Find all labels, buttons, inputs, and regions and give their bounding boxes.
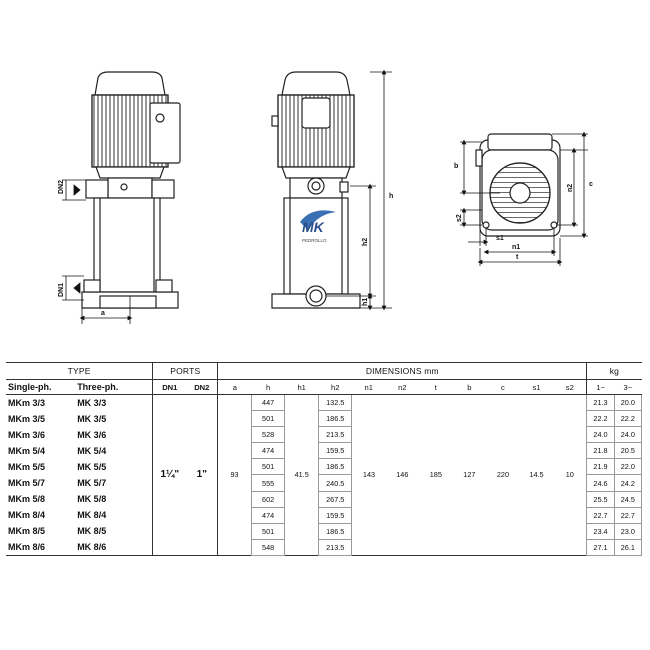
kg-three-value: 22.0 <box>614 459 641 475</box>
col-n2: n2 <box>386 380 420 395</box>
b-value: 127 <box>463 470 476 480</box>
three-ph-model: MK 8/5 <box>77 526 107 537</box>
single-ph-model: MKm 5/5 <box>8 461 46 472</box>
svg-text:PEDROLLO: PEDROLLO <box>302 238 327 243</box>
kg-three-value: 24.0 <box>614 427 641 443</box>
kg-single-value: 21.8 <box>587 443 614 459</box>
b-label: b <box>454 163 459 170</box>
three-ph-model: MK 3/3 <box>77 397 107 408</box>
front-lantern <box>108 178 152 198</box>
table-row <box>6 395 642 411</box>
front-fan-cowl <box>95 72 165 95</box>
h-value: 501 <box>251 411 285 427</box>
h2-value: 159.5 <box>318 507 352 523</box>
col-h1: h1 <box>285 380 319 395</box>
h-value: 602 <box>251 491 285 507</box>
col-s1: s1 <box>520 380 554 395</box>
single-ph-model: MKm 3/3 <box>8 397 46 408</box>
c-label: c <box>589 181 593 188</box>
h-value: 555 <box>251 475 285 491</box>
single-ph-model: MKm 8/4 <box>8 510 46 521</box>
kg-three-value: 26.1 <box>614 539 641 555</box>
three-ph-model: MK 3/6 <box>77 429 107 440</box>
h2-value: 186.5 <box>318 459 352 475</box>
kg-three-value: 20.0 <box>614 395 641 411</box>
n1-value: 143 <box>362 470 376 480</box>
single-ph-model: MKm 3/6 <box>8 429 46 440</box>
s1-label: s1 <box>496 235 504 242</box>
a-value: 93 <box>218 395 252 556</box>
h-label: h <box>389 193 394 200</box>
h-value: 474 <box>251 443 285 459</box>
c-value: 220 <box>496 470 510 480</box>
h2-value: 186.5 <box>318 523 352 539</box>
kg-three-value: 24.5 <box>614 491 641 507</box>
dn2-label: DN2 <box>58 179 65 194</box>
single-ph-model: MKm 5/8 <box>8 494 46 505</box>
n1-label: n1 <box>512 244 521 251</box>
top-view <box>476 134 560 236</box>
kg-three-value: 23.0 <box>614 523 641 539</box>
kg-three-value: 24.2 <box>614 475 641 491</box>
kg-three-value: 20.5 <box>614 443 641 459</box>
col-b: b <box>453 380 487 395</box>
col-h2: h2 <box>318 380 352 395</box>
t-value: 185 <box>429 470 442 480</box>
kg-three-value: 22.7 <box>614 507 641 523</box>
h2-label: h2 <box>362 237 369 246</box>
single-ph-model: MKm 8/5 <box>8 526 46 537</box>
kg-single-value: 21.9 <box>587 459 614 475</box>
col-t: t <box>419 380 453 395</box>
t-label: t <box>516 254 519 261</box>
s2-label: s2 <box>456 214 463 222</box>
dn1-label: DN1 <box>58 282 65 297</box>
kg-single-value: 27.1 <box>587 539 614 555</box>
h2-value: 213.5 <box>318 427 352 443</box>
three-ph-model: MK 8/4 <box>77 510 107 521</box>
col-kg3: 3~ <box>614 380 641 395</box>
three-ph-model: MK 5/4 <box>77 445 107 456</box>
single-ph-model: MKm 5/4 <box>8 445 46 456</box>
h1-value: 41.5 <box>294 470 309 480</box>
h-value: 501 <box>251 459 285 475</box>
kg-single-value: 22.2 <box>587 411 614 427</box>
three-ph-model: MK 5/8 <box>77 494 107 505</box>
side-view <box>272 72 360 308</box>
dn1-value: 1¼" <box>153 395 187 556</box>
side-terminal-box <box>302 98 330 128</box>
group-dimensions: DIMENSIONS mm <box>218 363 587 380</box>
col-c: c <box>486 380 520 395</box>
col-three-ph: Three-ph. <box>75 380 153 395</box>
three-ph-model: MK 3/5 <box>77 413 107 424</box>
group-ports: PORTS <box>153 363 218 380</box>
h2-value: 159.5 <box>318 443 352 459</box>
col-h: h <box>251 380 285 395</box>
kg-three-value: 22.2 <box>614 411 641 427</box>
h2-value: 267.5 <box>318 491 352 507</box>
h-value: 474 <box>251 507 285 523</box>
s2-value: 10 <box>565 470 574 480</box>
h-value: 548 <box>251 539 285 555</box>
three-ph-model: MK 8/6 <box>77 542 107 553</box>
single-ph-model: MKm 5/7 <box>8 478 46 489</box>
group-kg: kg <box>587 363 642 380</box>
single-ph-model: MKm 3/5 <box>8 413 46 424</box>
h2-value: 186.5 <box>318 411 352 427</box>
svg-text:MK: MK <box>302 219 324 235</box>
col-n1: n1 <box>352 380 386 395</box>
three-ph-model: MK 5/5 <box>77 461 107 472</box>
h2-value: 213.5 <box>318 539 352 555</box>
col-dn2: DN2 <box>186 380 217 395</box>
kg-single-value: 24.6 <box>587 475 614 491</box>
n2-label: n2 <box>567 183 574 192</box>
front-terminal-box <box>150 103 180 163</box>
col-single-ph: Single-ph. <box>6 380 75 395</box>
h-value: 501 <box>251 523 285 539</box>
h-value: 447 <box>251 395 285 411</box>
side-fan-cowl <box>282 72 350 95</box>
h2-value: 132.5 <box>318 395 352 411</box>
a-label: a <box>101 310 105 317</box>
kg-single-value: 24.0 <box>587 427 614 443</box>
three-ph-model: MK 5/7 <box>77 478 107 489</box>
h2-value: 240.5 <box>318 475 352 491</box>
h1-label: h1 <box>362 297 369 306</box>
single-ph-model: MKm 8/6 <box>8 542 46 553</box>
col-a: a <box>218 380 252 395</box>
front-pump-sleeve <box>94 198 160 292</box>
kg-single-value: 23.4 <box>587 523 614 539</box>
col-kg1: 1~ <box>587 380 614 395</box>
kg-single-value: 21.3 <box>587 395 614 411</box>
col-s2: s2 <box>553 380 587 395</box>
h-value: 528 <box>251 427 285 443</box>
group-type: TYPE <box>6 363 153 380</box>
col-dn1: DN1 <box>153 380 187 395</box>
n2-value: 146 <box>396 470 409 480</box>
dimensions-table <box>6 362 642 556</box>
front-view <box>82 72 180 308</box>
s1-value: 14.5 <box>529 470 544 480</box>
kg-single-value: 25.5 <box>587 491 614 507</box>
dn2-value: 1" <box>196 469 207 481</box>
kg-single-value: 22.7 <box>587 507 614 523</box>
